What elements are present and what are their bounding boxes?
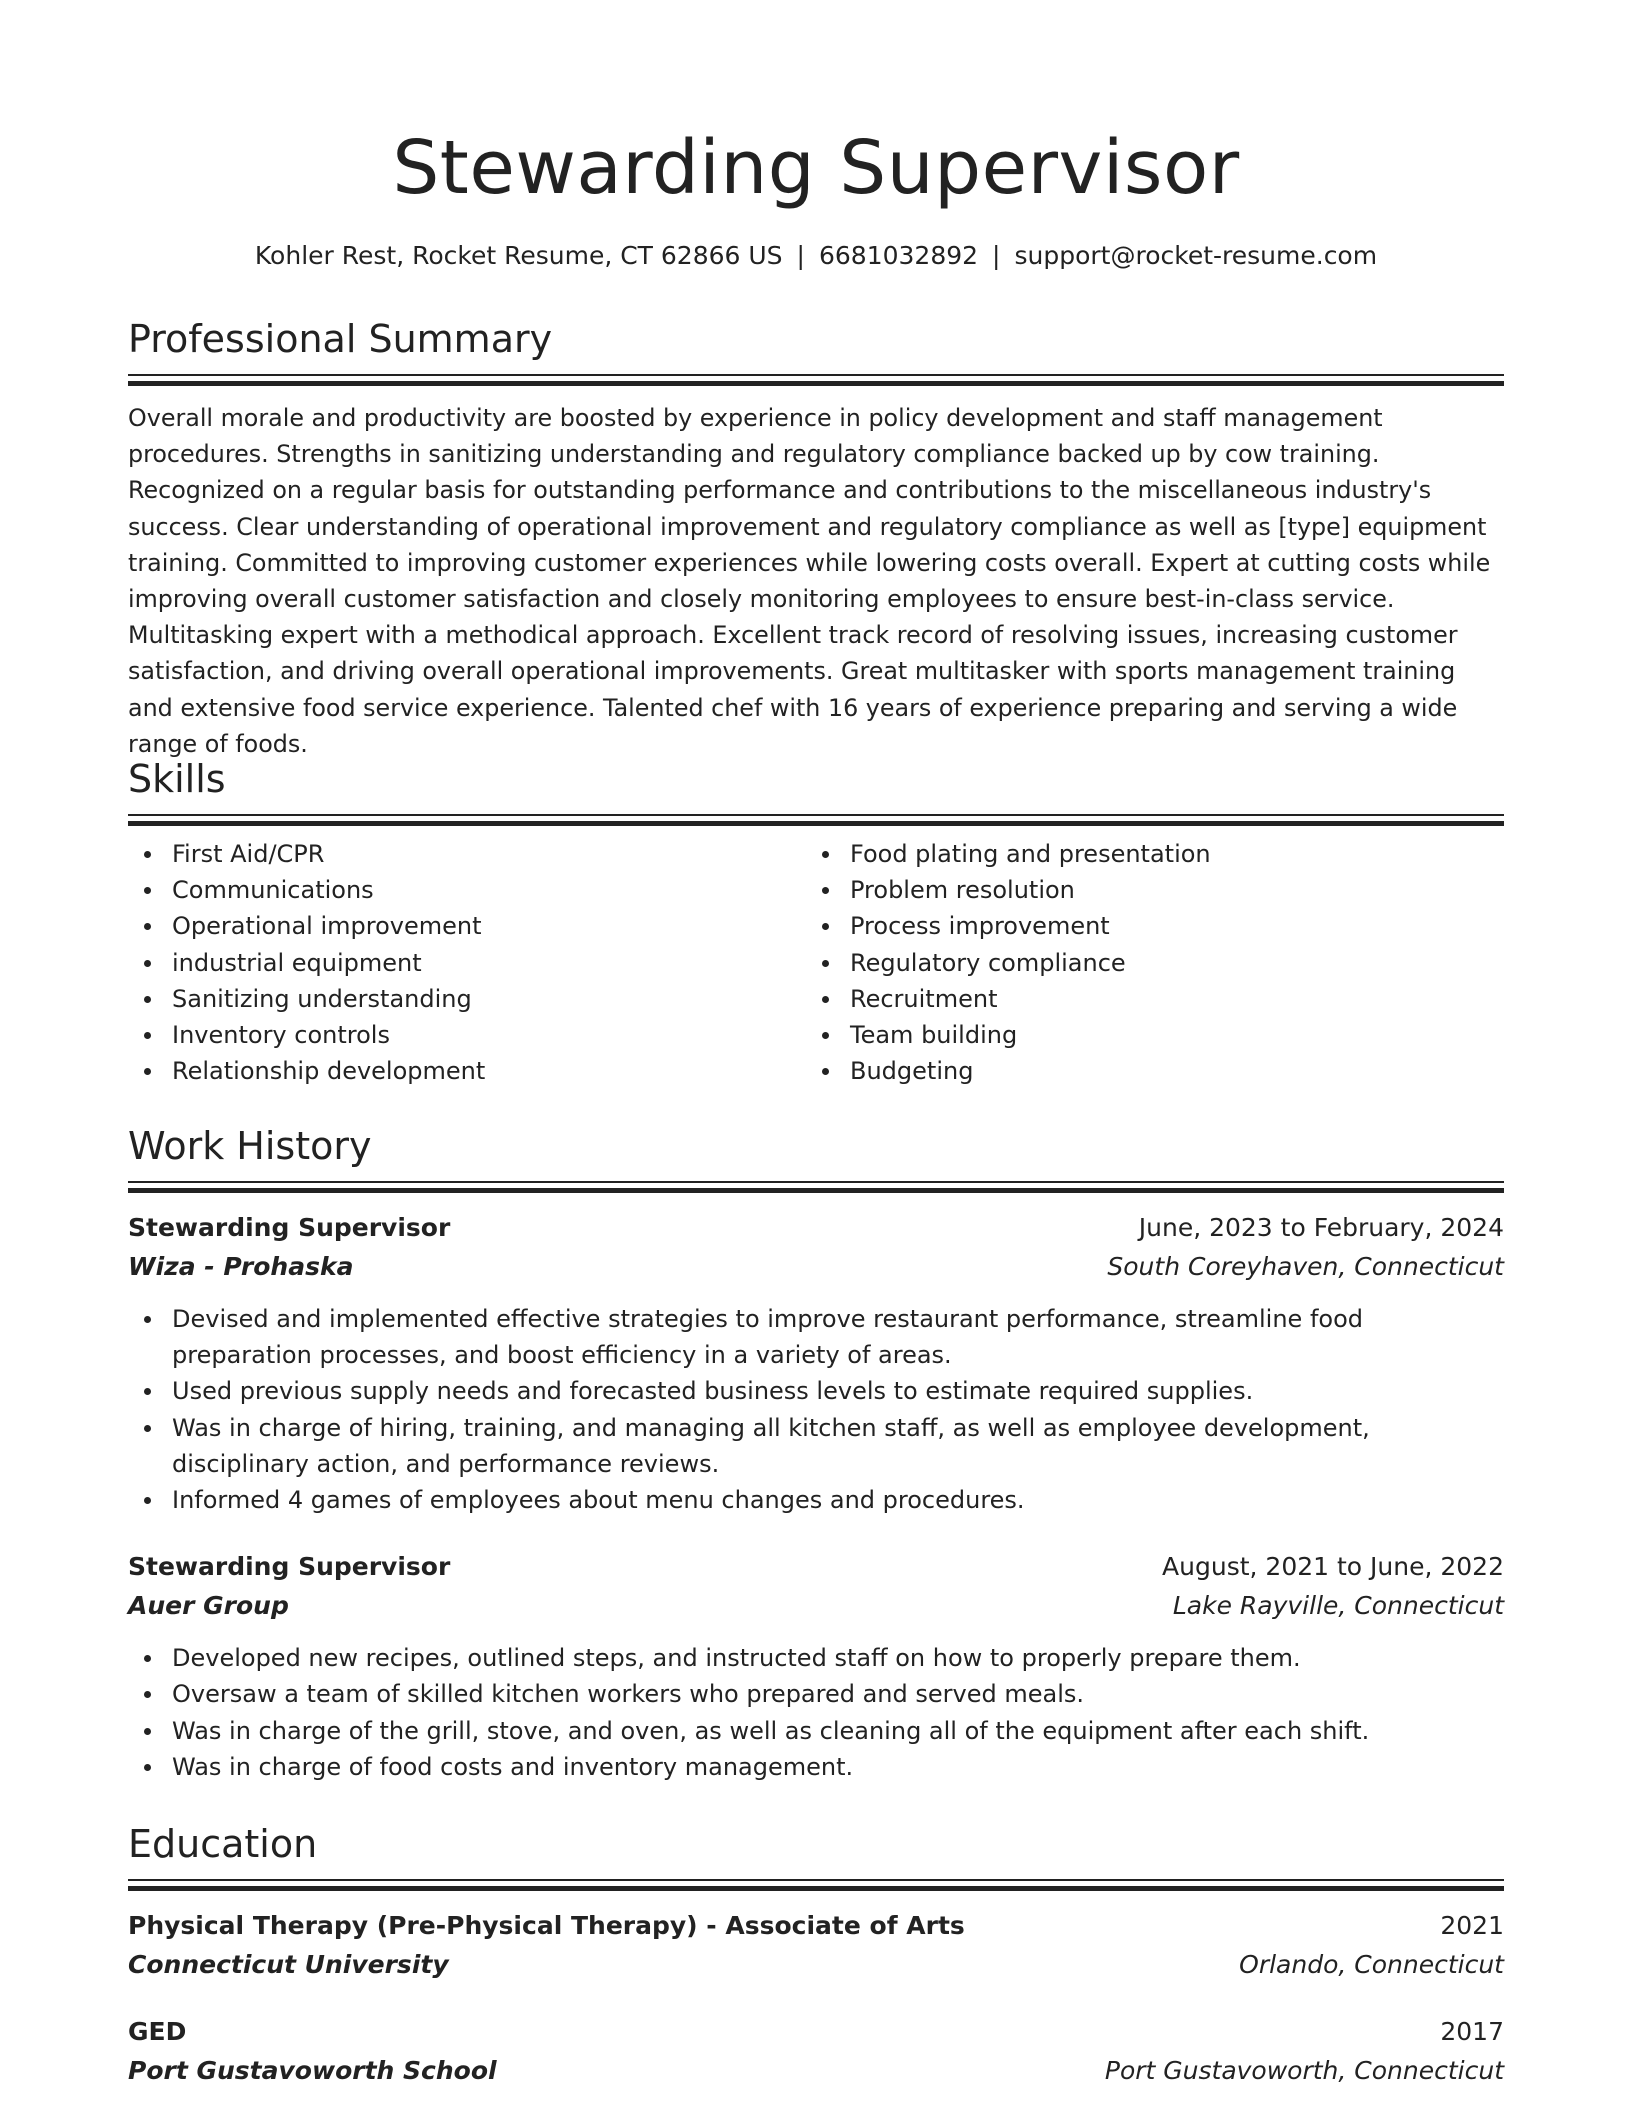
education-school-row — [128, 1945, 1504, 1985]
education-location: Orlando, Connecticut — [1239, 1950, 1504, 1979]
skills-column-right — [806, 836, 1484, 1089]
section-title-summary: Professional Summary — [128, 317, 553, 361]
skills-section — [128, 754, 1504, 1089]
section-divider — [128, 814, 1504, 816]
job-title: Stewarding Supervisor — [128, 1552, 451, 1582]
skill-item: Budgeting — [806, 1053, 1484, 1089]
skill-item: Food plating and presentation — [806, 836, 1484, 872]
skill-item: Problem resolution — [806, 872, 1484, 908]
job-entry — [128, 1209, 1504, 1518]
job-dates: June, 2023 to February, 2024 — [1138, 1213, 1504, 1242]
section-title-work: Work History — [128, 1124, 372, 1168]
section-divider-thick — [128, 821, 1504, 826]
resume-name: Stewarding Supervisor — [392, 125, 1240, 211]
job-entry — [128, 1548, 1504, 1785]
contact-email[interactable]: support@rocket-resume.com — [1014, 241, 1378, 270]
section-divider-thick — [128, 381, 1504, 386]
education-school: Connecticut University — [128, 1950, 449, 1979]
job-bullets — [128, 1301, 1504, 1518]
contact-address: Kohler Rest, Rocket Resume, CT 62866 US — [254, 241, 783, 270]
contact-separator: | — [796, 241, 805, 270]
skill-item: Sanitizing understanding — [128, 981, 806, 1017]
education-entry — [128, 1907, 1504, 1985]
contact-phone: 6681032892 — [818, 241, 979, 270]
job-company-row — [128, 1586, 1504, 1626]
skill-item: Inventory controls — [128, 1017, 806, 1053]
section-title-education: Education — [128, 1822, 318, 1866]
skills-column-left — [128, 836, 806, 1089]
education-degree: Physical Therapy (Pre-Physical Therapy) - Associate of Arts — [128, 1911, 965, 1940]
section-divider-thick — [128, 1886, 1504, 1891]
skills-list — [128, 836, 1504, 1089]
education-year: 2021 — [1440, 1911, 1504, 1940]
work-history-section — [128, 1121, 1504, 1785]
education-school-row — [128, 2051, 1504, 2091]
section-divider — [128, 374, 1504, 376]
section-divider-thick — [128, 1188, 1504, 1193]
job-bullet: Informed 4 games of employees about menu changes and procedures. — [128, 1482, 1504, 1518]
section-divider — [128, 1181, 1504, 1183]
skill-item: Process improvement — [806, 908, 1484, 944]
job-bullet: Was in charge of hiring, training, and managing all kitchen staff, as well as employee development, disciplinary action, and performance reviews. — [128, 1410, 1504, 1482]
skill-item: Regulatory compliance — [806, 945, 1484, 981]
job-company: Wiza - Prohaska — [128, 1252, 354, 1281]
job-dates: August, 2021 to June, 2022 — [1162, 1552, 1504, 1582]
contact-separator: | — [992, 241, 1001, 270]
education-location: Port Gustavoworth, Connecticut — [1104, 2056, 1504, 2085]
skill-item: Relationship development — [128, 1053, 806, 1089]
education-header-row — [128, 2013, 1504, 2051]
section-divider — [128, 1879, 1504, 1881]
skill-item: industrial equipment — [128, 945, 806, 981]
job-company-row — [128, 1247, 1504, 1287]
job-title: Stewarding Supervisor — [128, 1213, 451, 1242]
job-bullet: Devised and implemented effective strategies to improve restaurant performance, streamline food preparation processes, and boost efficiency in a variety of areas. — [128, 1301, 1504, 1373]
education-degree: GED — [128, 2017, 187, 2046]
job-bullet: Developed new recipes, outlined steps, and instructed staff on how to properly prepare them. — [128, 1640, 1504, 1676]
education-year: 2017 — [1440, 2017, 1504, 2046]
skill-item: First Aid/CPR — [128, 836, 806, 872]
job-bullet: Was in charge of food costs and inventory management. — [128, 1749, 1504, 1785]
job-bullets — [128, 1640, 1504, 1785]
job-bullet: Was in charge of the grill, stove, and oven, as well as cleaning all of the equipment after each shift. — [128, 1713, 1504, 1749]
summary-text: Overall morale and productivity are boosted by experience in policy development and staff management procedures. Strengths in sanitizing understanding and regulatory compliance backed up by cow training. Recognized on a regular basis for outstanding performance and contributions to the miscellaneous industry's success. Clear understanding of operational improvement and regulatory compliance as well as [type] equipment training. Committed to improving customer experiences while lowering costs overall. Expert at cutting costs while improving overall customer satisfaction and closely monitoring employees to ensure best-in-class service. Multitasking expert with a methodical approach. Excellent track record of resolving issues, increasing customer satisfaction, and driving overall operational improvements. Great multitasker with sports management training and extensive food service experience. Talented chef with 16 years of experience preparing and serving a wide range of foods. — [128, 404, 1491, 758]
education-header-row — [128, 1907, 1504, 1945]
job-location: Lake Rayville, Connecticut — [1172, 1591, 1504, 1621]
education-section — [128, 1819, 1504, 2091]
contact-line — [128, 238, 1504, 274]
job-company: Auer Group — [128, 1591, 289, 1621]
job-header-row — [128, 1548, 1504, 1586]
skill-item: Operational improvement — [128, 908, 806, 944]
skill-item: Recruitment — [806, 981, 1484, 1017]
skill-item: Team building — [806, 1017, 1484, 1053]
education-school: Port Gustavoworth School — [128, 2056, 497, 2085]
job-bullet: Oversaw a team of skilled kitchen workers who prepared and served meals. — [128, 1676, 1504, 1712]
job-location: South Coreyhaven, Connecticut — [1107, 1252, 1504, 1281]
education-entry — [128, 2013, 1504, 2091]
section-title-skills: Skills — [128, 757, 226, 801]
job-bullet: Used previous supply needs and forecasted business levels to estimate required supplies. — [128, 1373, 1504, 1409]
summary-section — [128, 314, 1504, 762]
skill-item: Communications — [128, 872, 806, 908]
job-header-row — [128, 1209, 1504, 1247]
